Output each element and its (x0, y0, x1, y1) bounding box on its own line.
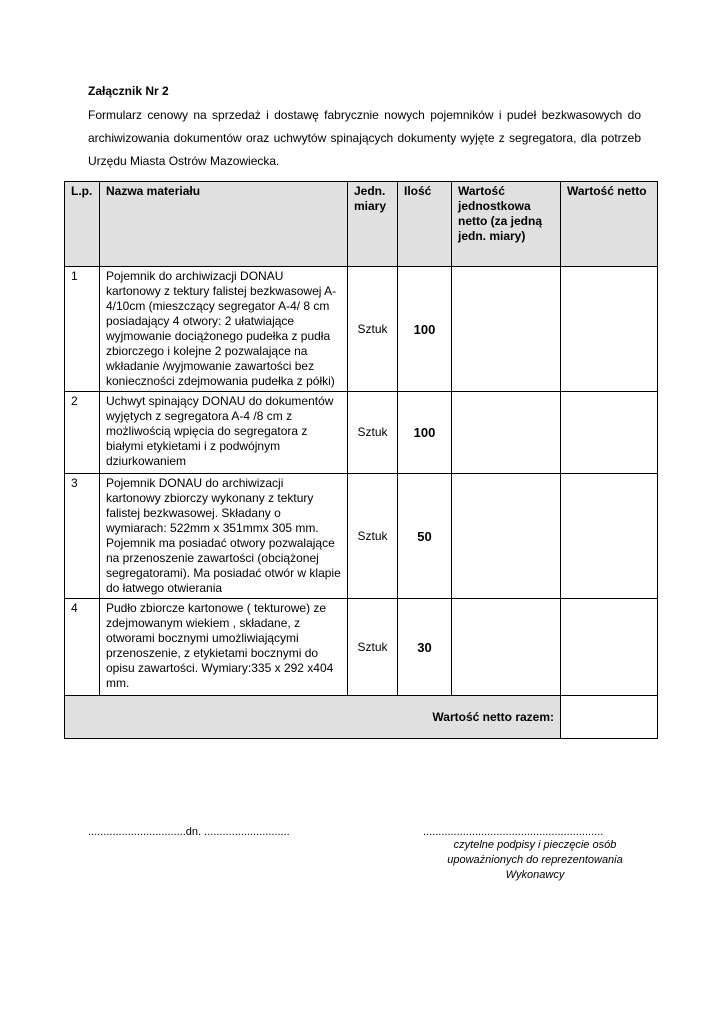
row-lp: 1 (65, 267, 100, 392)
total-label: Wartość netto razem: (65, 696, 561, 739)
row-net-value[interactable] (561, 392, 658, 474)
total-row (65, 696, 658, 739)
row-unit-net-value[interactable] (452, 267, 561, 392)
table-row (65, 474, 658, 599)
place-date-line: ................................dn. ............................ (88, 826, 290, 838)
header-unit: Jedn. miary (348, 182, 398, 267)
row-quantity: 50 (398, 474, 452, 599)
row-quantity: 100 (398, 392, 452, 474)
row-net-value[interactable] (561, 267, 658, 392)
row-lp: 4 (65, 599, 100, 696)
row-unit-net-value[interactable] (452, 392, 561, 474)
row-material-name: Uchwyt spinający DONAU do dokumentów wyjętych z segregatora A-4 /8 cm z możliwością wpięcia do segregatora z białymi etykietami i z podwójnym dziurkowaniem (100, 392, 348, 474)
table-header-row (65, 182, 658, 267)
header-net-value: Wartość netto (561, 182, 658, 267)
row-net-value[interactable] (561, 599, 658, 696)
price-form-table (64, 181, 658, 739)
form-description: Formularz cenowy na sprzedaż i dostawę fabrycznie nowych pojemników i pudeł bezkwasowych do archiwizowania dokumentów oraz uchwytów spinających dokumenty wyjęte z segregatora, dla potrzeb Urzędu Miasta Ostrów Mazowiecka. (88, 108, 641, 168)
row-unit-net-value[interactable] (452, 599, 561, 696)
row-unit: Sztuk (348, 392, 398, 474)
row-material-name: Pojemnik DONAU do archiwizacji kartonowy zbiorczy wykonany z tektury falistej bezkwasowej. Składany o wymiarach: 522mm x 351mmx 305 mm. Pojemnik ma posiadać otwory pozwalające na przenoszenie zawartości (obciążonej segregatorami). Ma posiadać otwór w klapie do łatwego otwierania (100, 474, 348, 599)
row-unit: Sztuk (348, 474, 398, 599)
row-net-value[interactable] (561, 474, 658, 599)
table-row (65, 599, 658, 696)
row-quantity: 30 (398, 599, 452, 696)
row-unit-net-value[interactable] (452, 474, 561, 599)
row-unit: Sztuk (348, 267, 398, 392)
attachment-title: Załącznik Nr 2 (88, 84, 169, 98)
table-row (65, 267, 658, 392)
header-unit-net-value: Wartość jednostkowa netto (za jedną jedn. miary) (452, 182, 561, 267)
signature-caption: czytelne podpisy i pieczęcie osób upoważnionych do reprezentowania Wykonawcy (447, 839, 623, 881)
total-net-value[interactable] (561, 696, 658, 739)
header-material-name: Nazwa materiału (100, 182, 348, 267)
row-lp: 3 (65, 474, 100, 599)
header-quantity: Ilość (398, 182, 452, 267)
row-material-name: Pojemnik do archiwizacji DONAU kartonowy z tektury falistej bezkwasowej A-4/10cm (mieszczący segregator A-4/ 8 cm posiadający 4 otwory: 2 ułatwiające wyjmowanie dociążonego pudełka z pudła zbiorczego i kolejne 2 pozwalające na wkładanie /wyjmowanie zawartości bez konieczności zdejmowania pudełka z półki) (100, 267, 348, 392)
row-unit: Sztuk (348, 599, 398, 696)
signature-line: ........................................................... (423, 826, 604, 838)
row-material-name: Pudło zbiorcze kartonowe ( tekturowe) ze zdejmowanym wiekiem , składane, z otworami bocznymi umożliwiającymi przenoszenie, z etykietami bocznymi do opisu zawartości. Wymiary:335 x 292 x404 mm. (100, 599, 348, 696)
table-row (65, 392, 658, 474)
row-quantity: 100 (398, 267, 452, 392)
header-lp: L.p. (65, 182, 100, 267)
row-lp: 2 (65, 392, 100, 474)
